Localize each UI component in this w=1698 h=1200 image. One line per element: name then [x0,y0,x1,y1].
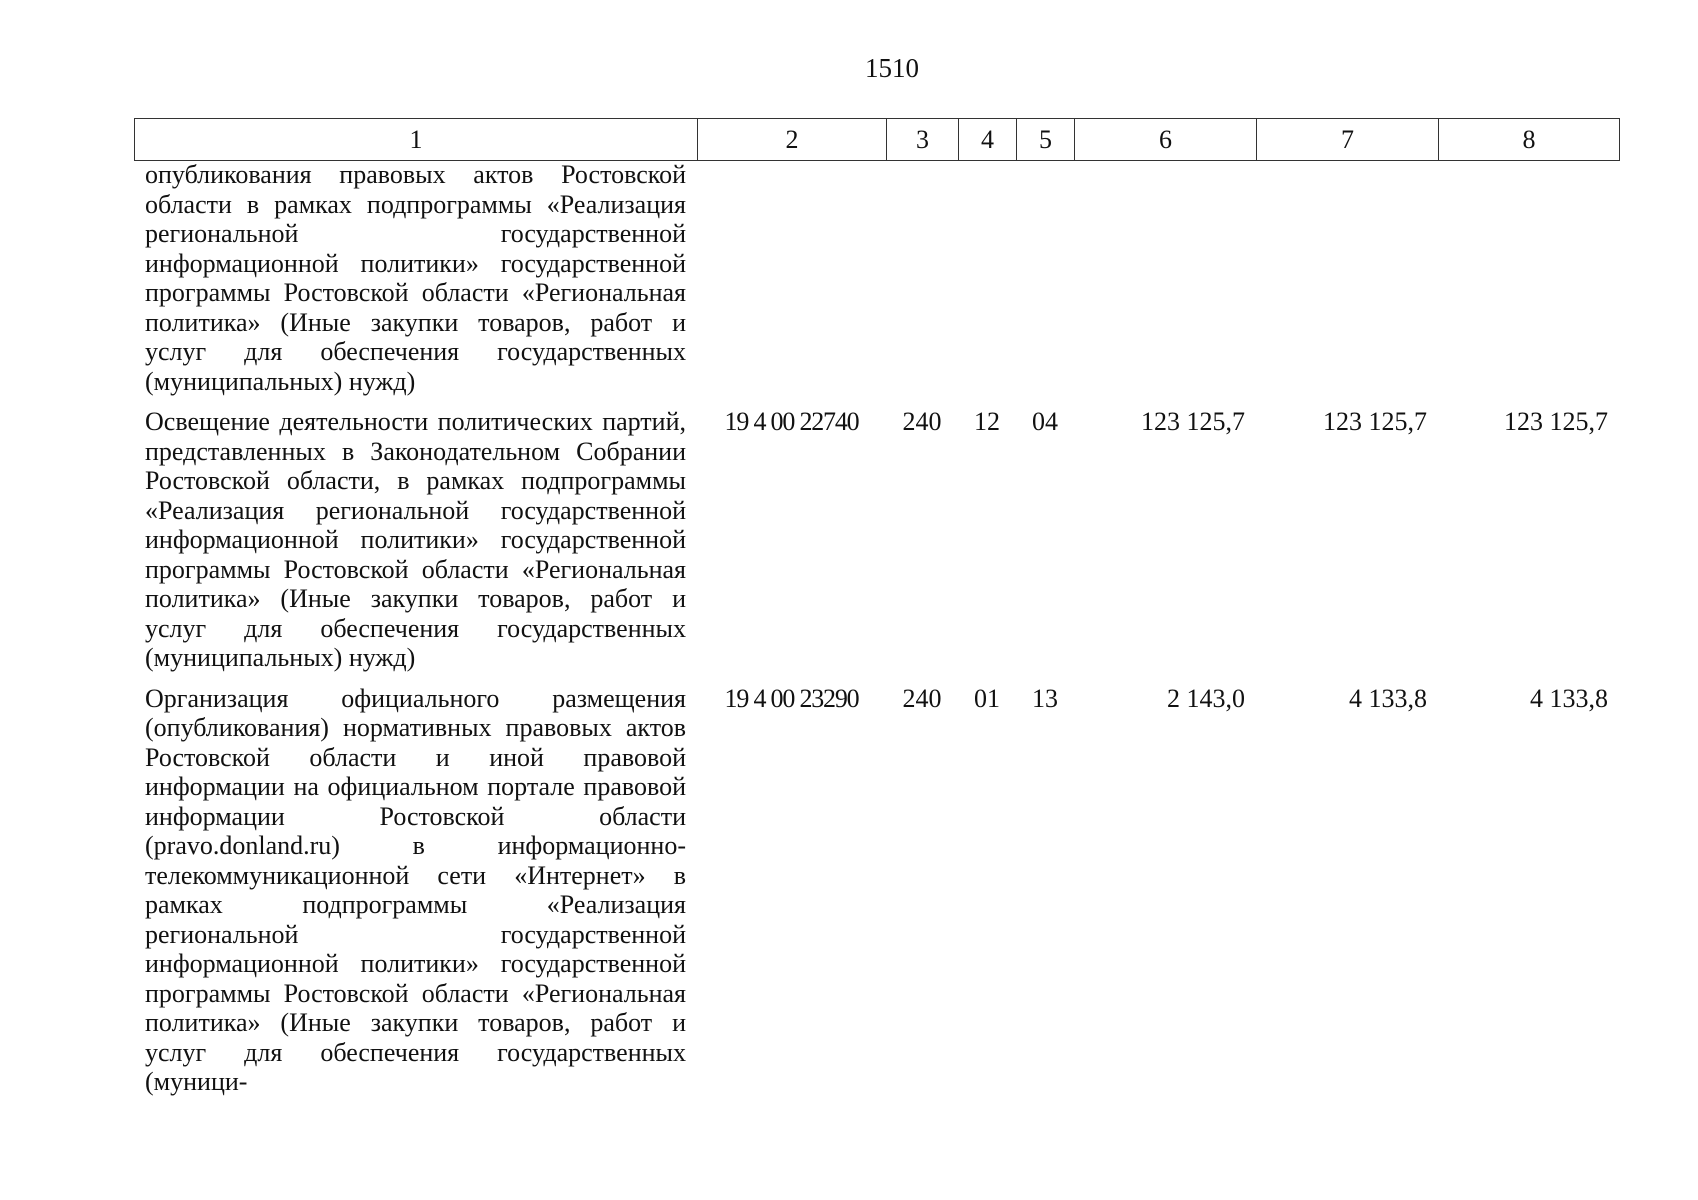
column-header-2: 2 [698,119,887,161]
subsection-code [1016,160,1074,396]
amount-column-8 [1438,160,1619,396]
column-header-1: 1 [135,119,698,161]
amount-column-8: 4 133,8 [1530,683,1608,713]
expense-type-code [886,160,958,396]
target-article-code [697,160,886,396]
section-code: 12 [974,407,1000,436]
subsection-code: 13 [1032,683,1058,713]
amount-column-6 [1074,160,1256,396]
table-row [134,160,1619,396]
description-text: опубликования правовых актов Ростовской области в рамках подпрограммы «Реализация региональной государственной информационной политики» государственной программы Ростовской области «Региональная политика» (Иные закупки товаров, работ и услуг для обеспечения государственных (муниципальных) нужд) [145,160,686,396]
amount-column-6: 123 125,7 [1141,407,1245,436]
section-code: 01 [974,683,1000,713]
budget-table [134,160,1619,1097]
column-header-8: 8 [1439,119,1620,161]
row-description [134,673,697,1097]
expense-type-code: 240 [902,683,942,713]
page-number: 1510 [865,53,919,83]
column-header-5: 5 [1017,119,1075,161]
amount-column-7 [1256,160,1438,396]
row-description [134,396,697,673]
target-article-code: 19 4 00 22740 [724,407,859,436]
row-description [134,160,697,396]
header-row [135,119,1620,161]
section-code [958,160,1016,396]
column-header-6: 6 [1075,119,1257,161]
subsection-code: 04 [1032,407,1058,436]
target-article-code: 19 4 00 23290 [724,683,859,713]
description-text: Организация официального размещения (опубликования) нормативных правовых актов Ростовской области и иной правовой информации на официальном портале правовой информации Ростовской области (pravo.donland.ru) в информационно-телекоммуникационной сети «Интернет» в рамках подпрограммы «Реализация региональной государственной информационной политики» государственной программы Ростовской области «Региональная политика» (Иные закупки товаров, работ и услуг для обеспечения государственных (муници- [145,683,686,1096]
table-row [134,673,1619,1097]
amount-column-7: 123 125,7 [1323,407,1427,436]
table-row [134,396,1619,673]
column-header-4: 4 [959,119,1017,161]
expense-type-code: 240 [902,407,942,436]
column-header-7: 7 [1257,119,1439,161]
amount-column-6: 2 143,0 [1167,683,1245,713]
amount-column-8: 123 125,7 [1504,407,1608,436]
column-number-header [134,118,1620,161]
description-text: Освещение деятельности политических партий, представленных в Законодательном Собрании Ростовской области, в рамках подпрограммы «Реализация региональной государственной информационной политики» государственной программы Ростовской области «Региональная политика» (Иные закупки товаров, работ и услуг для обеспечения государственных (муниципальных) нужд) [145,407,686,672]
column-header-3: 3 [887,119,959,161]
amount-column-7: 4 133,8 [1349,683,1427,713]
